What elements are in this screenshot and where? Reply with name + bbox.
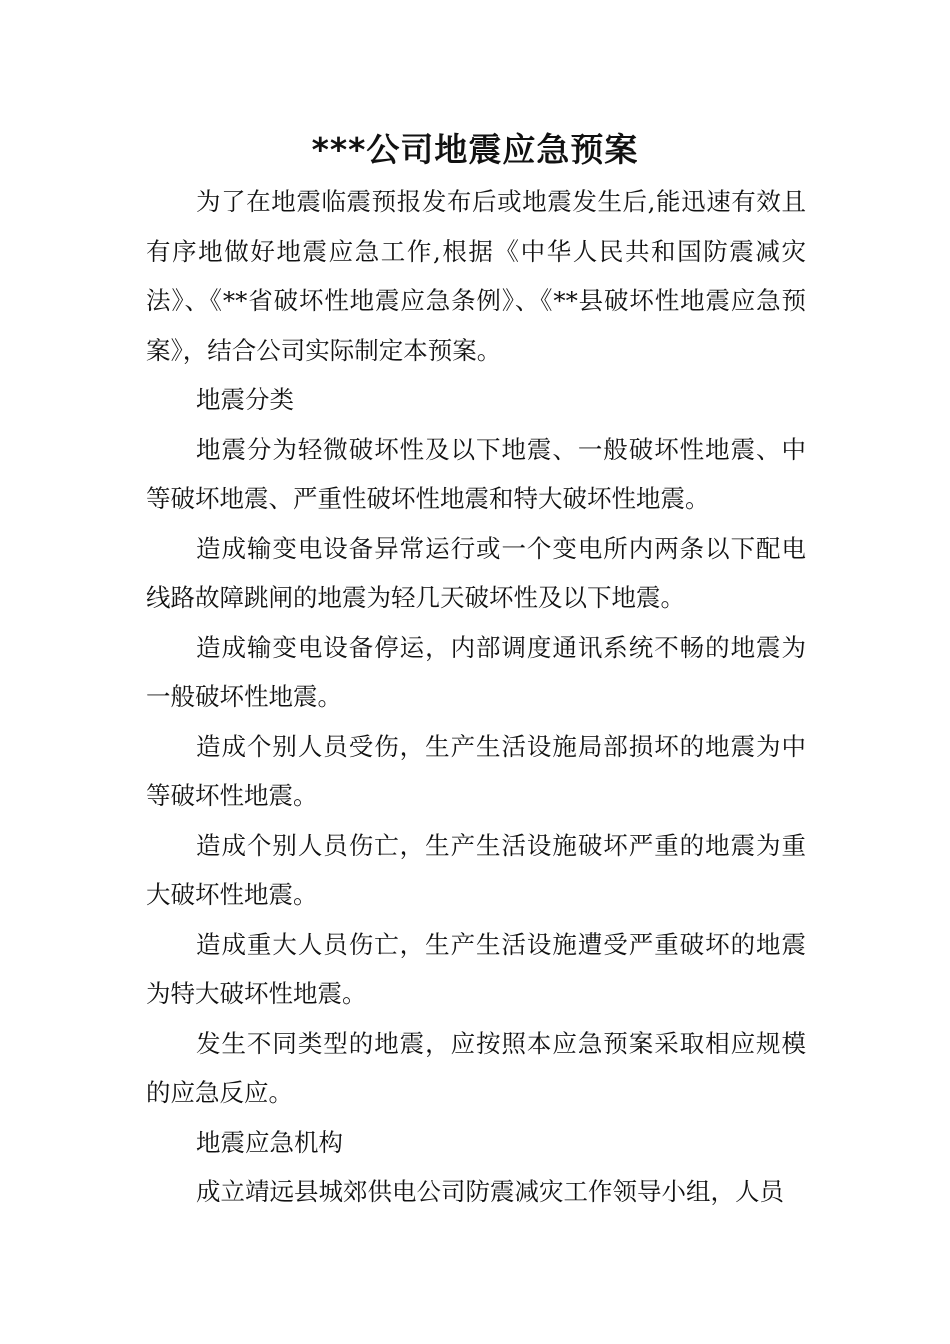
document-body <box>146 177 806 1217</box>
document-title: ***公司地震应急预案 <box>311 130 639 169</box>
section-heading-organization: 地震应急机构 <box>196 1127 343 1157</box>
paragraph-response: 发生不同类型的地震，应按照本应急预案采取相应规模的应急反应。 <box>146 1028 806 1107</box>
paragraph-moderate-quake: 造成个别人员受伤，生产生活设施局部损坏的地震为中等破坏性地震。 <box>146 731 806 810</box>
paragraph-general-quake: 造成输变电设备停运，内部调度通讯系统不畅的地震为一般破坏性地震。 <box>146 632 806 711</box>
section-heading-classification: 地震分类 <box>196 385 294 414</box>
paragraph-major-quake: 造成个别人员伤亡，生产生活设施破坏严重的地震为重大破坏性地震。 <box>146 830 806 909</box>
paragraph-minor-quake: 造成输变电设备异常运行或一个变电所内两条以下配电线路故障跳闸的地震为轻几天破坏性及以下地震。 <box>146 533 806 612</box>
paragraph-intro: 为了在地震临震预报发布后或地震发生后,能迅速有效且有序地做好地震应急工作,根据《中华人民共和国防震减灾法》、《**省破坏性地震应急条例》、《**县破坏性地震应急预案》，结合公司实际制定本预案。 <box>146 187 806 365</box>
paragraph-catastrophic-quake: 造成重大人员伤亡，生产生活设施遭受严重破坏的地震为特大破坏性地震。 <box>146 929 806 1008</box>
paragraph-organization: 成立靖远县城郊供电公司防震减灾工作领导小组，人员 <box>196 1177 784 1206</box>
paragraph-classification: 地震分为轻微破坏性及以下地震、一般破坏性地震、中等破坏地震、严重性破坏性地震和特大破坏性地震。 <box>146 434 806 513</box>
